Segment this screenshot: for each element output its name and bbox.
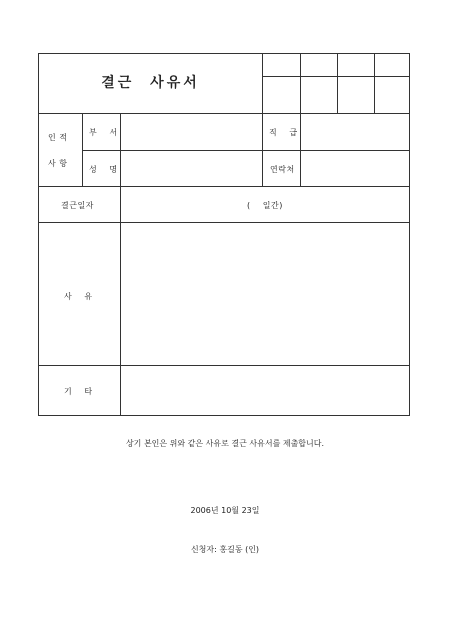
row-divider: [82, 150, 410, 151]
col-divider: [300, 54, 301, 113]
form-title: 결근 사유서: [101, 75, 200, 91]
row-divider: [39, 113, 410, 114]
col-divider: [374, 54, 375, 113]
personnel-section-label: 인 적: [48, 133, 68, 142]
col-divider: [82, 113, 83, 186]
submission-statement: 상기 본인은 위와 같은 사유로 결근 사유서를 제출합니다.: [125, 439, 325, 448]
row-divider: [39, 186, 410, 187]
col-divider: [262, 54, 263, 186]
row-divider: [39, 222, 410, 223]
position-label: 직 급: [269, 128, 298, 137]
col-divider: [120, 113, 121, 416]
col-divider: [337, 54, 338, 113]
department-label: 부 서: [89, 128, 118, 137]
absence-days-text[interactable]: ( 일간): [247, 201, 283, 210]
row-divider: [39, 365, 410, 366]
absence-form: [38, 53, 410, 416]
contact-label: 연락처: [270, 165, 295, 174]
absence-date-label: 결근일자: [61, 201, 94, 210]
col-divider: [300, 113, 301, 186]
other-label: 기 타: [64, 387, 93, 396]
name-label: 성 명: [89, 165, 118, 174]
submission-date: 2006년 10월 23일: [190, 506, 260, 515]
applicant-line: 신청자: 홍길동 (인): [190, 545, 260, 554]
personnel-section-label: 사 항: [48, 159, 68, 168]
reason-label: 사 유: [64, 292, 93, 301]
row-divider: [262, 76, 410, 77]
